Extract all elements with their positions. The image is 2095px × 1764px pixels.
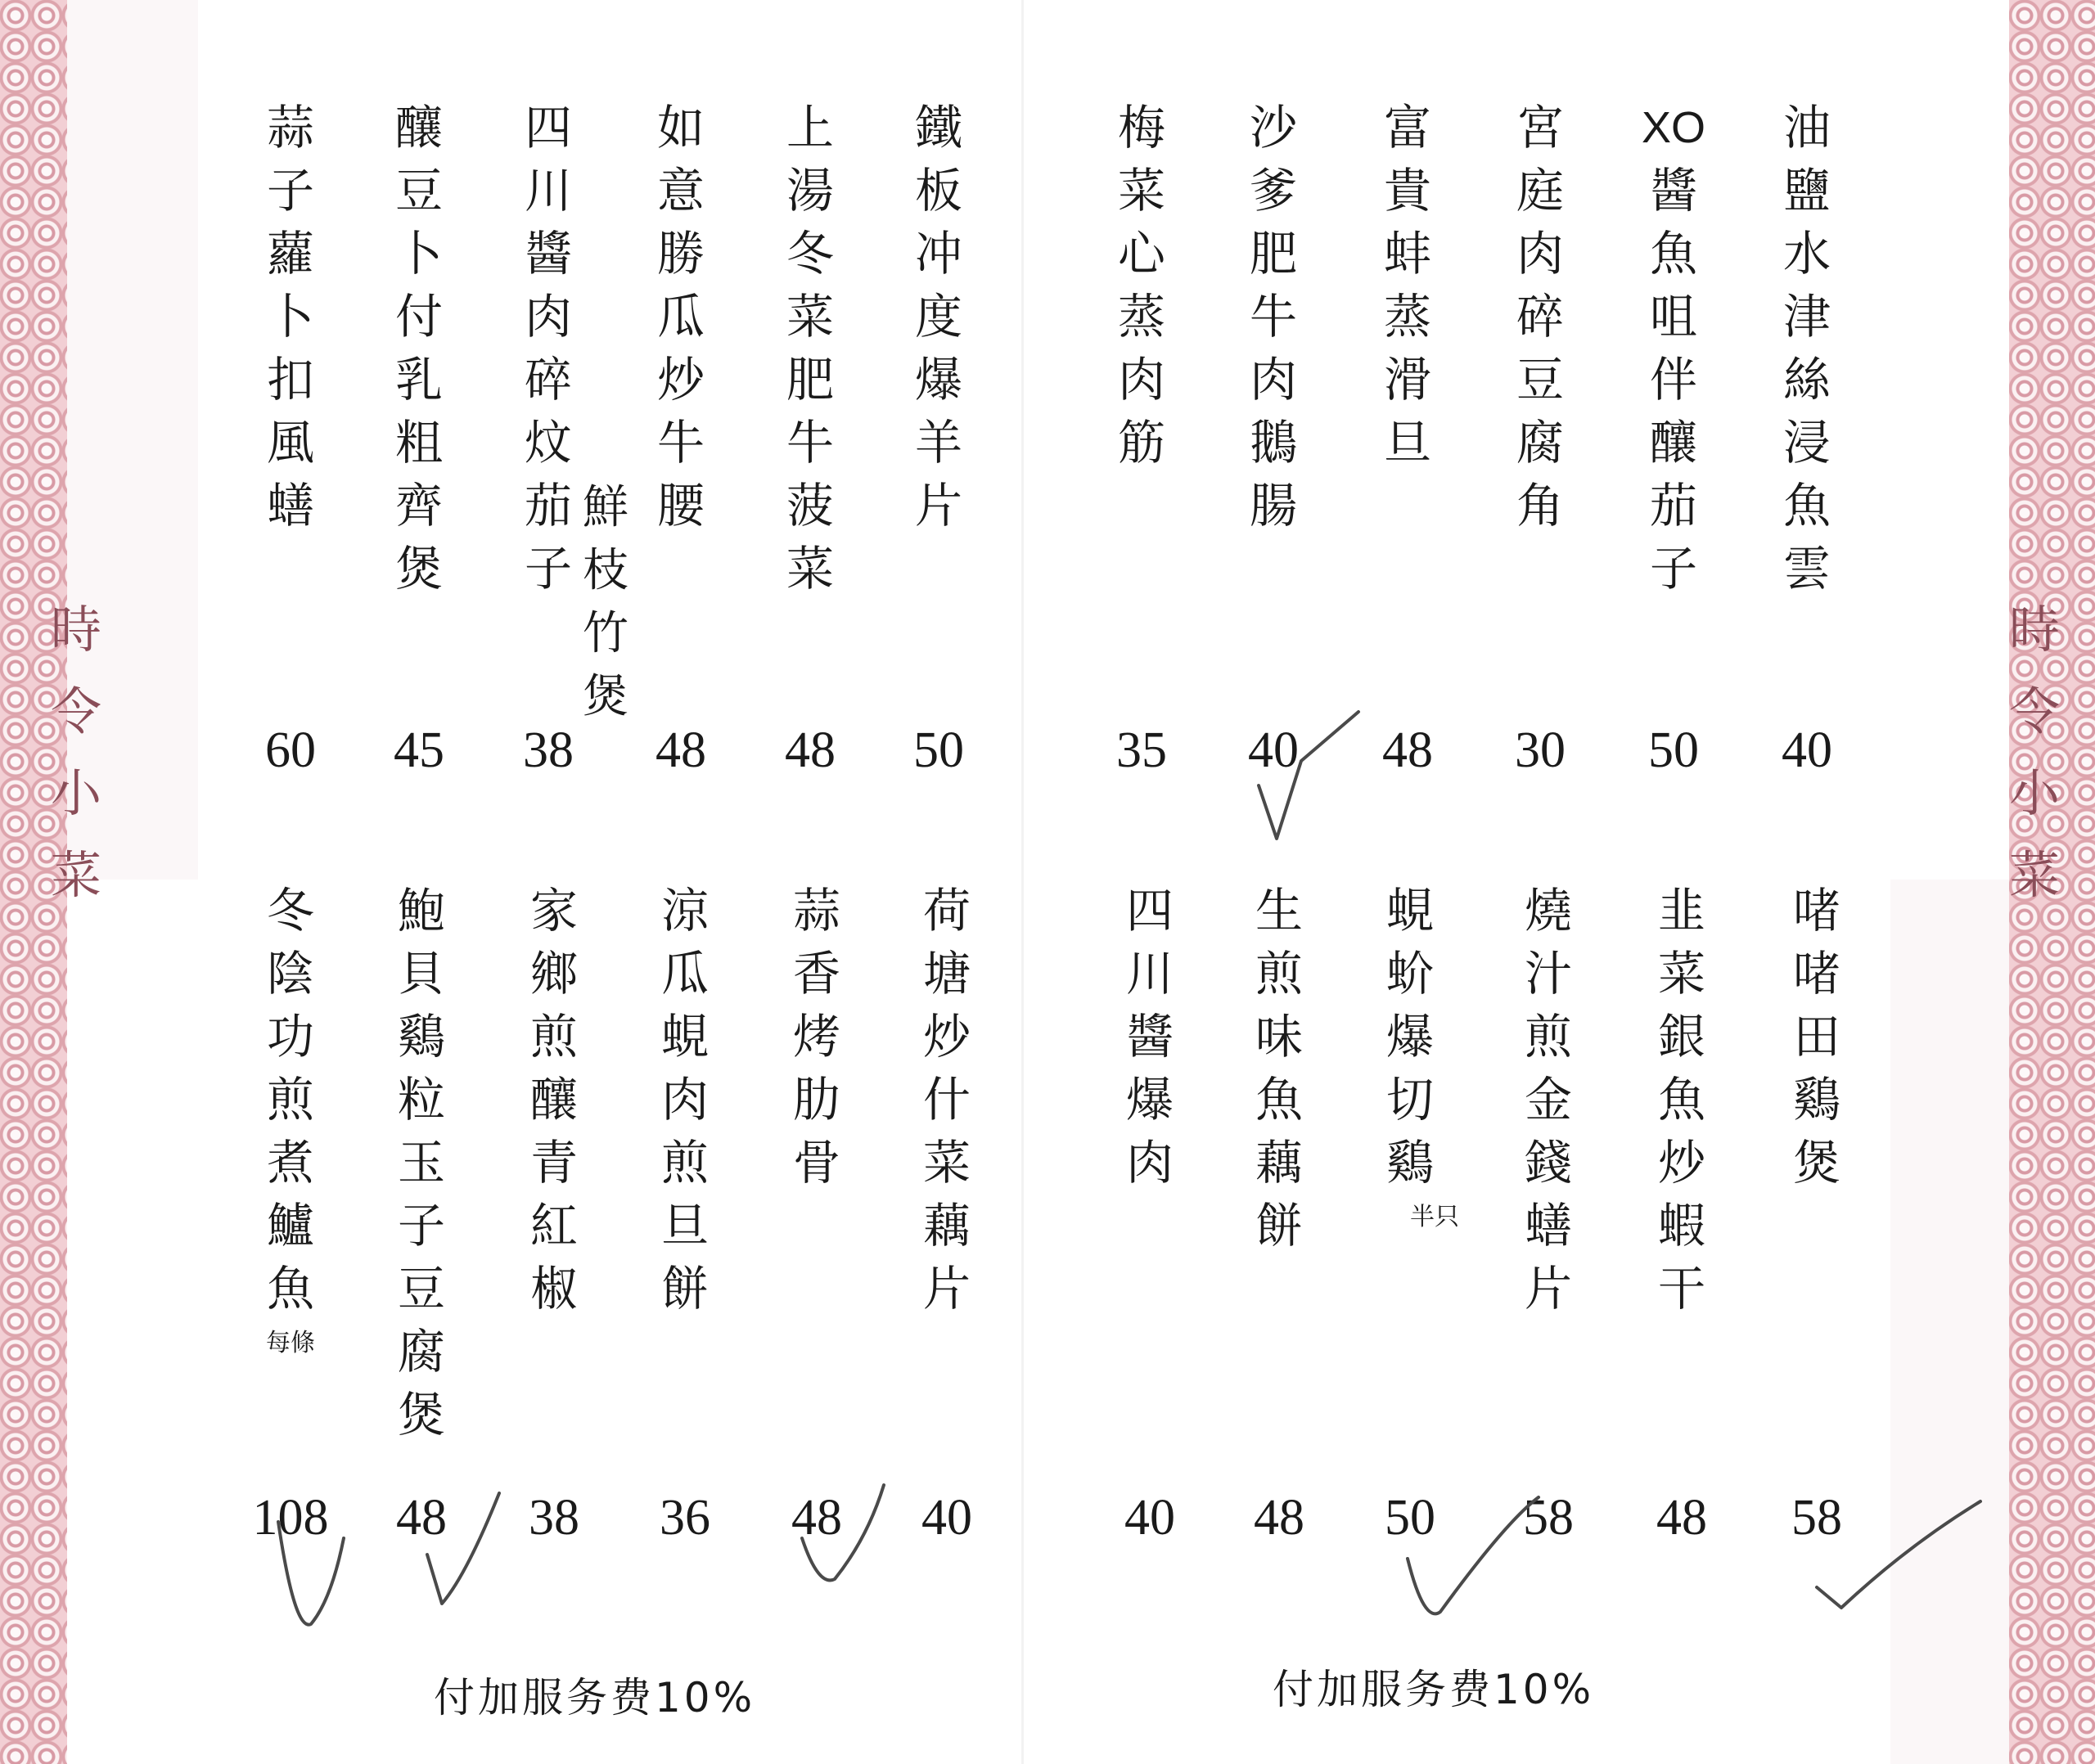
dish-name: 蜆 蚧 爆 切 鷄 [1385, 883, 1434, 1190]
dish-price: 108 [252, 1490, 329, 1546]
portion-note: 半只 [1410, 1203, 1459, 1231]
check-mark [1817, 1501, 1980, 1608]
dish-name: 宮 庭 肉 碎 豆 腐 角 [1516, 100, 1564, 533]
dish-name: 梅 菜 心 蒸 肉 筋 [1117, 100, 1165, 470]
dish-price: 58 [1791, 1490, 1842, 1546]
dish-price: 58 [1523, 1490, 1574, 1546]
dish-price: 35 [1116, 722, 1167, 778]
dish-price: 45 [394, 722, 444, 778]
dish-price: 38 [523, 722, 574, 778]
dish-price: 36 [660, 1490, 710, 1546]
dish-price: 50 [913, 722, 964, 778]
dish-price: 48 [1656, 1490, 1707, 1546]
dish-name: 四 川 醬 肉 碎 炆 茄 子 [524, 100, 572, 596]
dish-name: 韭 菜 銀 魚 炒 蝦 干 [1657, 883, 1705, 1316]
check-mark [427, 1493, 499, 1604]
dish-price: 40 [1782, 722, 1832, 778]
dish-name: 鮑 貝 鷄 粒 玉 子 豆 腐 煲 [397, 883, 445, 1442]
dish-name: 如 意 勝 瓜 炒 牛 腰 [656, 100, 705, 533]
dish-price: 48 [785, 722, 836, 778]
dish-name: 啫 啫 田 鷄 煲 [1792, 883, 1840, 1190]
dish-name: 上 湯 冬 菜 肥 牛 菠 菜 [786, 100, 834, 596]
dish-price: 38 [529, 1490, 579, 1546]
dish-price: 48 [396, 1490, 447, 1546]
dish-price: 40 [921, 1490, 972, 1546]
dish-name: 荷 塘 炒 什 菜 藕 片 [922, 883, 971, 1316]
dish-price: 50 [1385, 1490, 1435, 1546]
dish-price: 48 [1254, 1490, 1304, 1546]
side-dish-note: 鮮枝竹煲 [583, 481, 628, 723]
section-title-right: 時令小菜 [2009, 600, 2061, 905]
dish-price: 30 [1515, 722, 1566, 778]
section-title-left: 時令小菜 [51, 600, 102, 905]
dish-name: 油 鹽 水 津 絲 浸 魚 雲 [1782, 100, 1831, 596]
dish-name: 富 貴 蚌 蒸 滑 旦 [1383, 100, 1431, 470]
dish-price: 60 [265, 722, 316, 778]
dish-price: 48 [1382, 722, 1433, 778]
check-mark [278, 1522, 344, 1625]
check-mark [1259, 712, 1358, 839]
service-charge-right: 付加服务费10% [1273, 1666, 1595, 1713]
dish-name: 蒜 香 烤 肋 骨 [792, 883, 840, 1190]
dish-name: 燒 汁 煎 金 錢 蟮 片 [1524, 883, 1572, 1316]
dish-name: 生 煎 味 魚 藕 餅 [1255, 883, 1303, 1253]
dish-name: 家 鄉 煎 釀 青 紅 椒 [529, 883, 578, 1316]
dish-price: 48 [656, 722, 706, 778]
dish-price: 40 [1248, 722, 1299, 778]
dish-name: XO 醬 魚 咀 伴 釀 茄 子 [1641, 103, 1706, 596]
check-mark [1408, 1497, 1539, 1613]
dish-name: 沙 爹 肥 牛 肉 鵝 腸 [1249, 100, 1297, 533]
dish-price: 50 [1648, 722, 1699, 778]
service-charge-left: 付加服务费10% [434, 1674, 756, 1721]
dish-name: 蒜 子 蘿 卜 扣 風 蟮 [266, 100, 314, 533]
check-mark [802, 1485, 884, 1580]
dish-price: 40 [1124, 1490, 1175, 1546]
dish-name: 涼 瓜 蜆 肉 煎 旦 餅 [660, 883, 709, 1316]
dish-name: 四 川 醬 爆 肉 [1125, 883, 1174, 1190]
dish-price: 48 [791, 1490, 842, 1546]
portion-note: 每條 [266, 1329, 315, 1357]
dish-name: 鐵 板 冲 度 爆 羊 片 [914, 100, 962, 533]
dish-name: 冬 陰 功 煎 煮 鱸 魚 [266, 883, 314, 1316]
dish-name: 釀 豆 卜 付 乳 粗 齊 煲 [394, 100, 443, 596]
